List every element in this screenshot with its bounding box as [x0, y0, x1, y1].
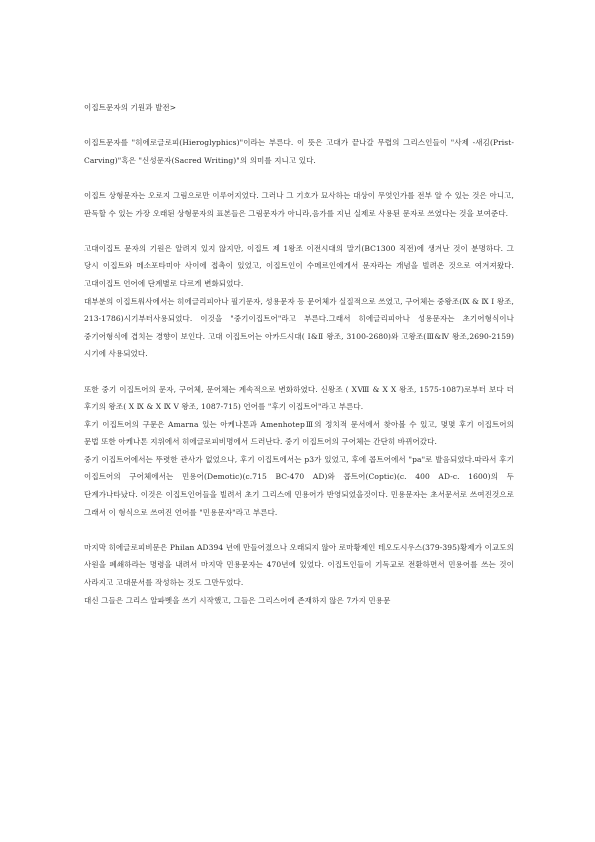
paragraph-origin: 고대이집트 문자의 기원은 알려지 있지 않지만, 이집트 제 1왕조 이전시대의 말기(BC1300 직전)에 생겨난 것이 분명하다. 그 당시 이집트와 메소포타미아 사이에 접촉이 있었고, 이집트인이 수메르인에게서 문자라는 개념을 빌려온 것으로 여겨져왔다. 고대이집트 언어에 단계별로 다르게 변화되었다. — [84, 243, 514, 288]
paragraph-pictographic: 이집트 상형문자는 오로지 그림으로만 이루어지었다. 그러나 그 기호가 묘사하는 대상이 무엇인가를 전부 알 수 있는 것은 아니고,판독할 수 있는 가장 오래된 상형문자의 표본들은 그림문자가 아니라,음가를 지닌 실제로 사용된 문자로 쓰였다는 것을 보여준다. — [84, 190, 514, 218]
paragraph-gap — [84, 363, 514, 381]
paragraph-last-inscription: 마지막 히에글로피비문은 Philan AD394 년에 만들어졌으나 오래되지 않아 로마황제인 테오도시우스(379-395)황제가 이교도의 사원을 폐쇄하라는 명령을 내려서 마지막 민용문자는 470년에 있었다. 이집트인들이 기독교로 전환하면서 민용어를 쓰는 것이 사라지고 고대문서를 작성하는 것도 그만두었다. — [84, 542, 514, 588]
document-title: 이집트문자의 기원과 발전> — [84, 103, 177, 112]
paragraph-greek-alphabet: 대신 그들은 그리스 알파벳을 쓰기 시작했고, 그들은 그리스어에 존재하지 않은 7가지 민용문 — [84, 595, 391, 605]
paragraph-hieroglyphics-name: 이집트문자를 "히에로글로피(Hieroglyphics)"이라는 부른다. 이 뜻은 고대가 끝나갈 무렵의 그리스인들이 "사제 -새김(Prist-Carving)"혹은 "신성문자(Sacred Writing)"의 의미를 지니고 있다. — [84, 138, 514, 165]
paragraph-gap — [84, 222, 514, 240]
paragraph-demotic: 중기 이집트어에서는 뚜렷한 관사가 없었으나, 후기 이집트에서는 p3가 있었고, 후에 콥트어에서 "pa"로 발음되었다.따라서 후기 이집트어의 구어체에서는 민용어(Demotic)(c.715 BC-470 AD)와 콥트어(Coptic)(c. 400 AD-c. 1600)의 두 단계가나타났다. 이것은 이집트인어들을 빌려서 초기 그리스에 민용어가 반영되었을것이다. 민용문자는 초서문서로 쓰여진것으로 그래서 이 형식으로 쓰여진 언어를 "민용문자"라고 부른다. — [84, 454, 514, 517]
document-body — [84, 99, 514, 609]
paragraph-gap — [84, 521, 514, 539]
paragraph-middle-egyptian: 대부분의 이집트워사에서는 히에글리피아나 필기문자, 성용문자 등 문어체가 실질적으로 쓰였고, 구어체는 중왕조(Ⅸ & Ⅸ Ⅰ 왕조, 213-1786)시기부터사용되었다. 이것을 "중기이집트어"라고 부른다.그래서 히에글리피아나 성용문자는 초기어형식이나 중기어형식에 겹치는 경향이 보인다. 고대 이집트어는 아카드시대( Ⅰ&Ⅱ 왕조, 3100-2680)와 고왕조(Ⅲ&Ⅳ 왕조,2690-2159)시기에 사용되었다. — [84, 296, 515, 359]
paragraph-gap — [84, 117, 514, 135]
paragraph-late-egyptian: 또한 중기 이집트어의 문자, 구어체, 문어체는 계속적으로 변화하였다. 신왕조 ( XⅧ & X X 왕조, 1575-1087)로부터 보다 더 후기의 왕조( X Ⅸ & X Ⅸ V 왕조, 1087-715) 언어를 "후기 이집트어"라고 부른다. — [84, 384, 514, 412]
paragraph-amarna: 후기 이집트어의 구문은 Amarna 있는 아케나톤과 AmenhotepⅢ의 정치적 문서에서 찾아볼 수 있고, 몇몇 후기 이집트어의 문법 또한 아케나톤 지위에서 히에글로피비명에서 드러난다. 중기 이집트어의 구어체는 간단히 바뀌어갔다. — [84, 419, 514, 447]
paragraph-gap — [84, 169, 514, 187]
